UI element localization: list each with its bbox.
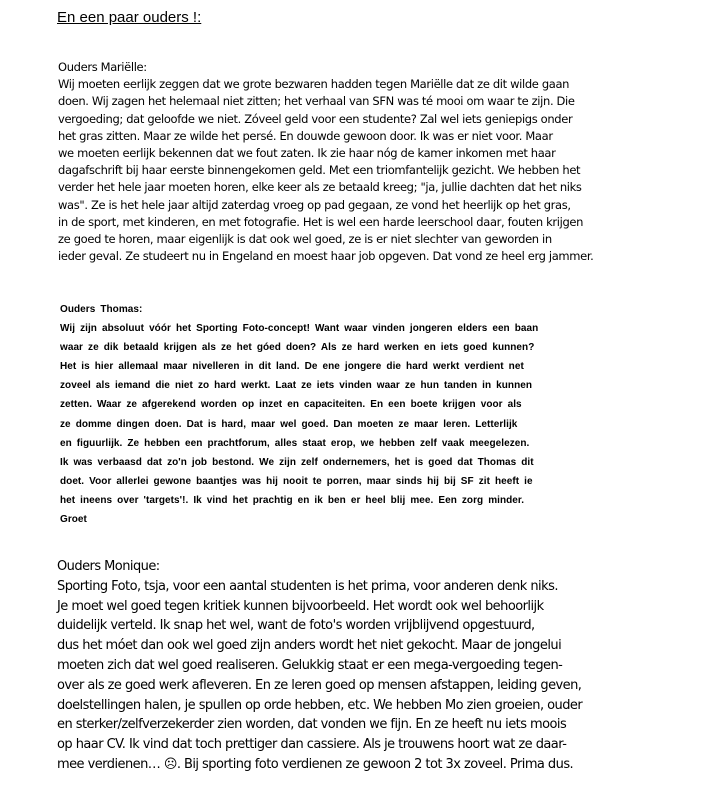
text-line: Je moet wel goed tegen kritiek kunnen bijvoorbeeld. Het wordt ook wel behoorlijk <box>57 598 544 614</box>
testimonial-thomas <box>60 300 538 529</box>
text-line: op haar CV. Ik vind dat toch prettiger dan cassiere. Als je trouwens hoort wat ze daar- <box>57 737 567 753</box>
testimonial-heading: Ouders Thomas: <box>60 304 143 315</box>
text-line: doen. Wij zagen het helemaal niet zitten; het verhaal van SFN was té mooi om waar te zijn. Die <box>58 94 575 109</box>
text-line: in de sport, met kinderen, en met fotografie. Het is wel een harde leerschool daar, fouten krijgen <box>58 214 584 229</box>
text-line: moeten zich dat wel goed realiseren. Gelukkig staat er een mega-vergoeding tegen- <box>57 657 563 673</box>
testimonial-marielle <box>58 59 594 265</box>
text-line: waar ze dik betaald krijgen als ze het góed doen? Als ze hard werken en iets goed kunnen? <box>60 342 535 354</box>
text-line: ze domme dingen doen. Dat is hard, maar wel goed. Dan moeten ze maar leren. Letterlijk <box>60 418 518 430</box>
text-line: doelstellingen halen, je spullen op orde hebben, etc. We hebben Mo zien groeien, ouder <box>57 697 583 713</box>
text-line: en sterker/zelfverzekerder zien worden, dat vonden we fijn. En ze heeft nu iets moois <box>57 717 567 733</box>
text-line: mee verdienen… ☹. Bij sporting foto verdienen ze gewoon 2 tot 3x zoveel. Prima dus. <box>57 756 574 772</box>
testimonial-heading: Ouders Mariëlle: <box>58 60 147 74</box>
text-line: ze goed te horen, maar eigenlijk is dat ook wel goed, ze is er niet slechter van geworden in <box>58 232 552 247</box>
text-line: doet. Voor allerlei gewone baantjes was hij nooit te porren, maar sinds hij bij SF zit heeft ie <box>60 475 533 487</box>
text-line: duidelijk verteld. Ik snap het wel, want de foto's worden vrijblijvend opgestuurd, <box>57 618 535 634</box>
text-line: zetten. Waar ze afgerekend worden op inzet en capaciteiten. En een boete krijgen voor als <box>60 399 522 411</box>
text-line: over als ze goed werk afleveren. En ze leren goed op mensen afstappen, leiding geven, <box>57 677 582 693</box>
text-line: Wij zijn absoluut vóór het Sporting Foto-concept! Want waar vinden jongeren elders een baan <box>60 323 539 335</box>
text-line: het ineens over 'targets'!. Ik vind het prachtig en ik ben er heel blij mee. Een zorg minder. <box>60 494 525 506</box>
text-line: het gras zitten. Maar ze wilde het persé. En douwde gewoon door. Ik was er niet voor. Maar <box>58 128 553 143</box>
text-line: dagafschrift bij haar eerste binnengekomen geld. Met een triomfantelijk gezicht. We hebben het <box>58 163 581 178</box>
text-line: Ik was verbaasd dat zo'n job bestond. We zijn zelf ondernemers, het is goed dat Thomas dit <box>60 456 534 468</box>
text-line: Sporting Foto, tsja, voor een aantal studenten is het prima, voor anderen denk niks. <box>57 578 558 594</box>
page-title: En een paar ouders !: <box>57 9 202 26</box>
text-line: dus het móet dan ook wel goed zijn anders wordt het niet gekocht. Maar de jongelui <box>57 638 562 654</box>
text-line: vergoeding; dat geloofde we niet. Zóveel geld voor een studente? Zal wel iets geniepigs onder <box>58 111 573 126</box>
text-line: we moeten eerlijk bekennen dat we fout zaten. Ik zie haar nóg de kamer inkomen met haar <box>58 146 556 161</box>
testimonial-heading: Ouders Monique: <box>57 559 160 574</box>
text-line: was". Ze is het hele jaar altijd zaterdag vroeg op pad gegaan, ze vond het heerlijk op het gras, <box>58 197 571 212</box>
text-line: Groet <box>60 514 87 526</box>
testimonial-monique <box>57 557 582 775</box>
text-line: zoveel als iemand die niet zo hard werkt. Laat ze iets vinden waar ze hun tanden in kunnen <box>60 380 533 392</box>
text-line: Wij moeten eerlijk zeggen dat we grote bezwaren hadden tegen Mariëlle dat ze dit wilde gaan <box>58 77 570 92</box>
text-line: en figuurlijk. Ze hebben een prachtforum, alles staat erop, we hebben zelf vaak meegelezen. <box>60 437 530 449</box>
text-line: ieder geval. Ze studeert nu in Engeland en moest haar job opgeven. Dat vond ze heel erg jammer. <box>58 249 594 264</box>
text-line: Het is hier allemaal maar nivelleren in dit land. De ene jongere die hard werkt verdient net <box>60 361 524 373</box>
text-line: verder het hele jaar moeten horen, elke keer als ze betaald kreeg; "ja, jullie dachten dat het niks <box>58 180 582 195</box>
